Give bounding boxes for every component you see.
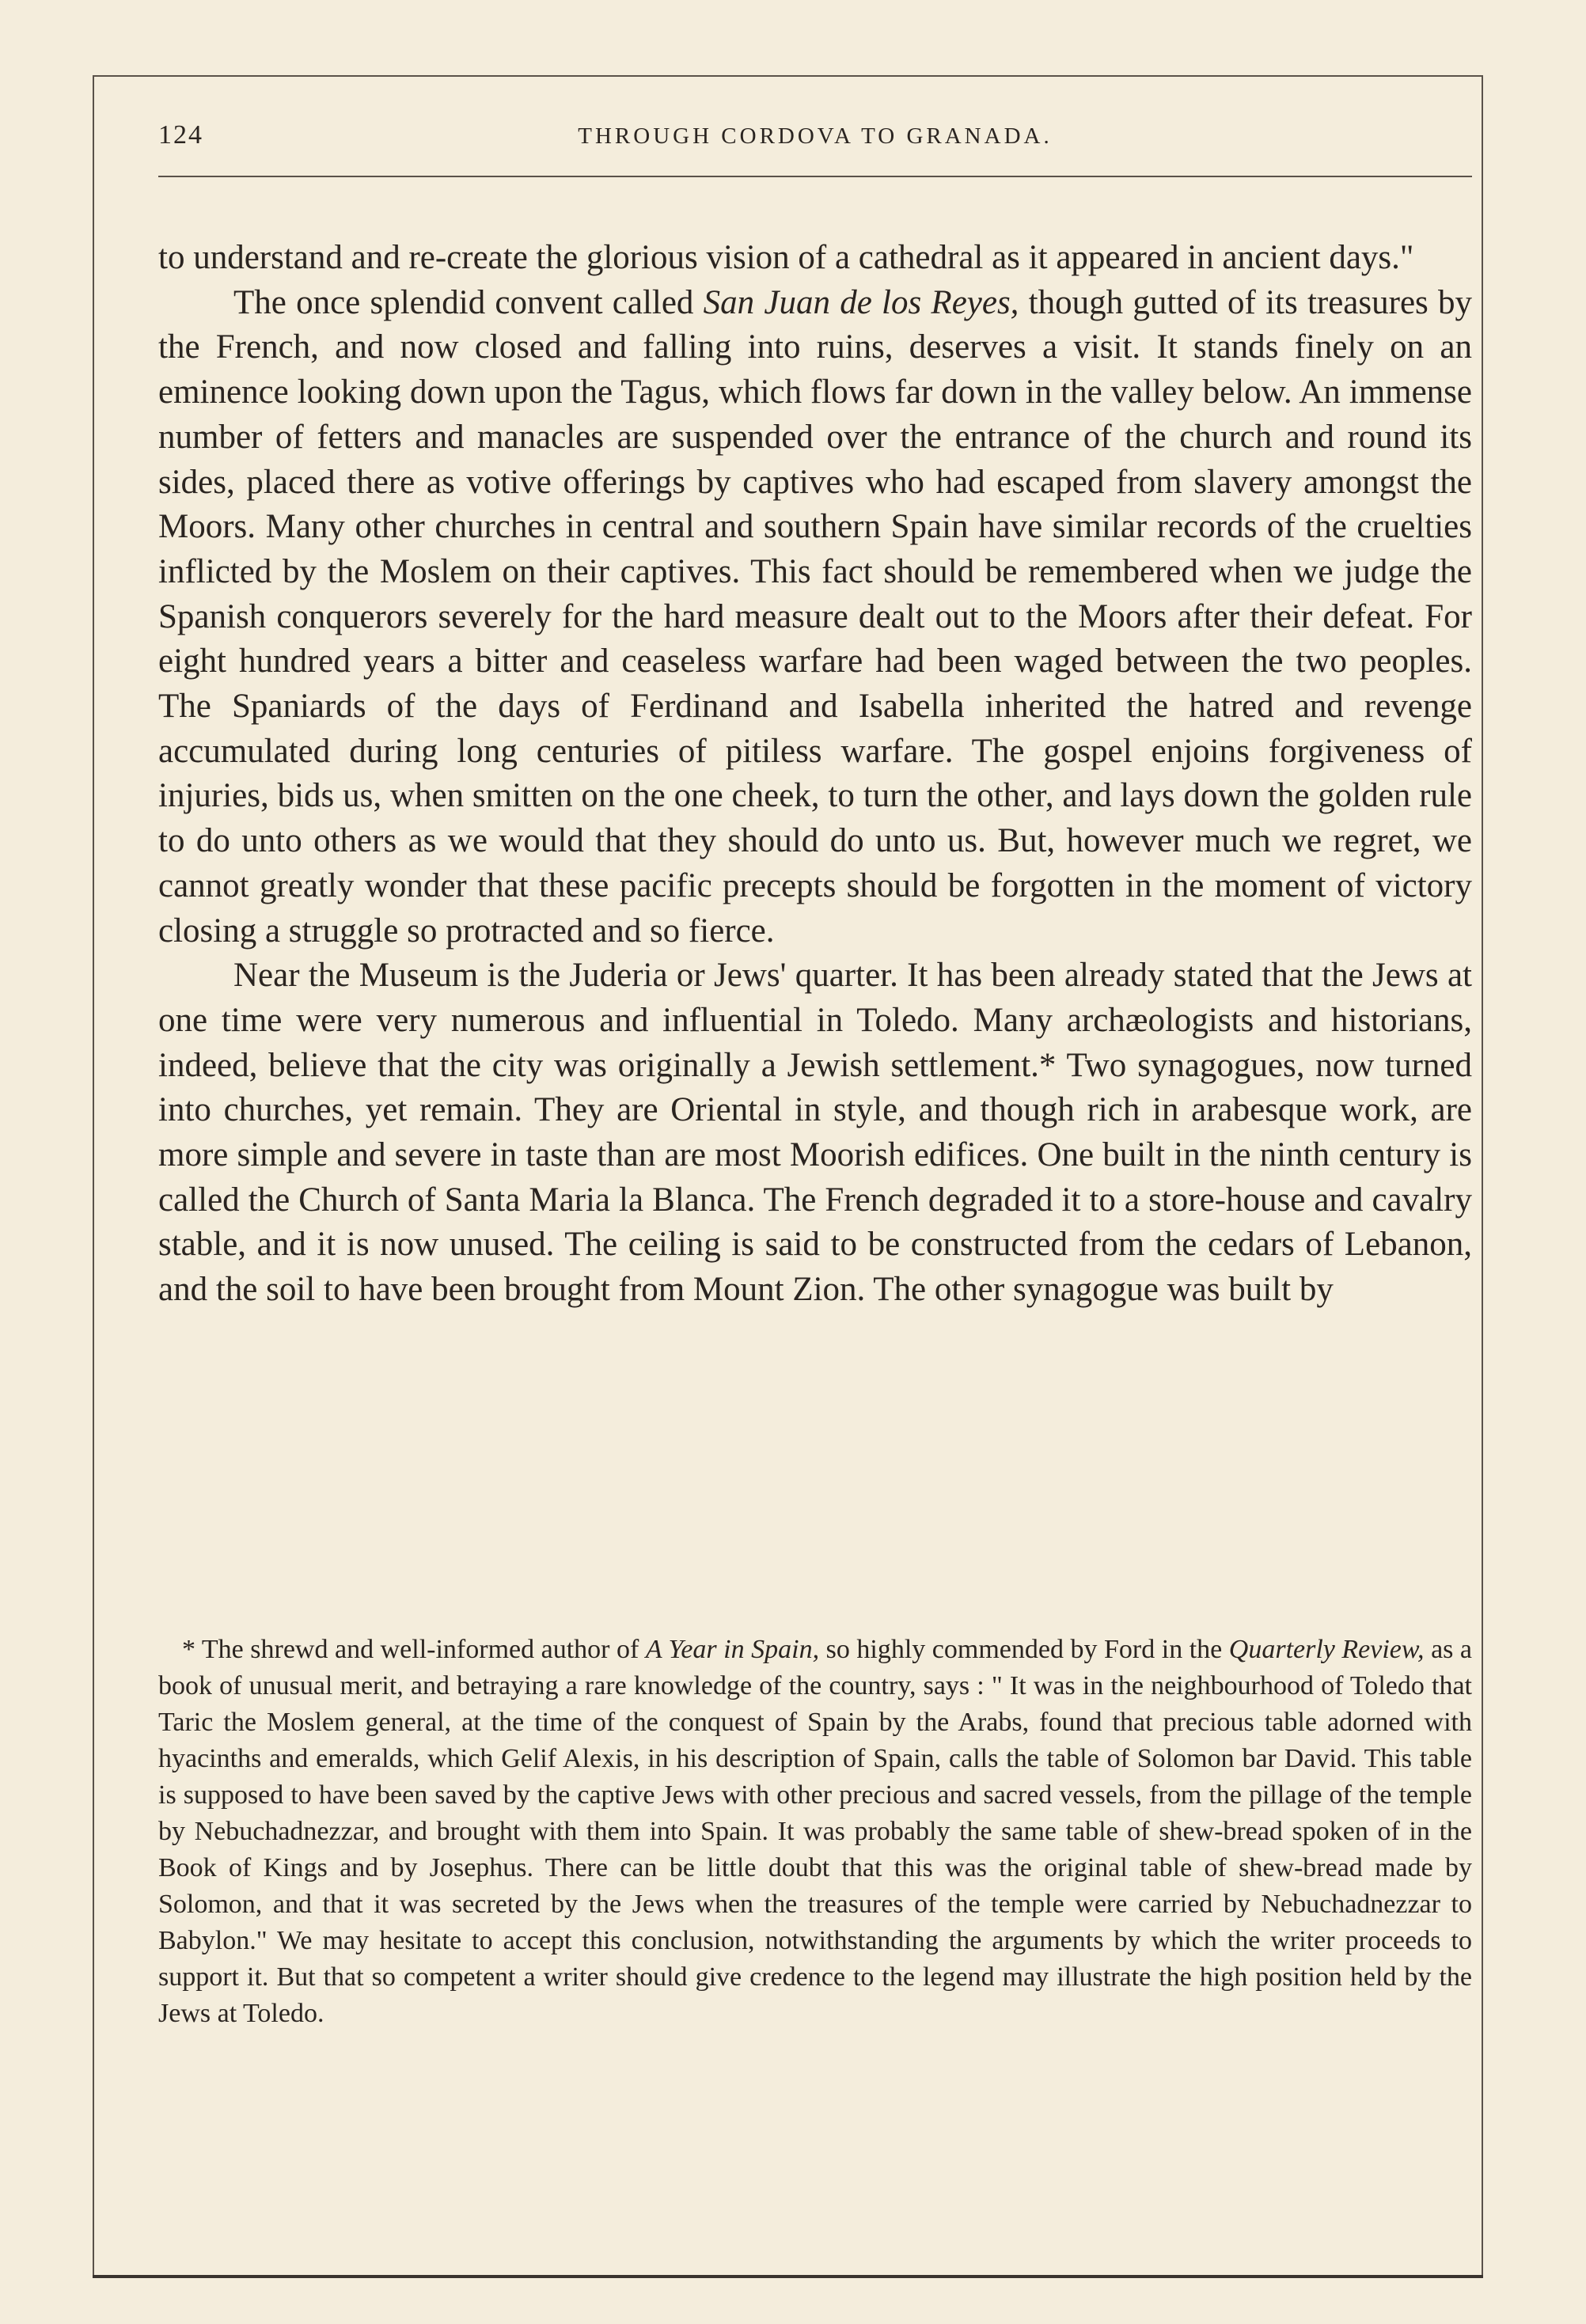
page-header xyxy=(158,120,1472,160)
footnote-review-title-italic: Quarterly Review, xyxy=(1228,1635,1425,1664)
footnote xyxy=(158,1632,1472,2032)
convent-name-italic: San Juan de los Reyes, xyxy=(703,283,1019,321)
bottom-rule xyxy=(93,2275,1483,2278)
footnote-text xyxy=(158,1632,1472,2032)
footnote-part-1: * The shrewd and well-informed author of xyxy=(182,1635,646,1664)
paragraph-2 xyxy=(158,281,1472,954)
header-rule xyxy=(158,176,1472,177)
paragraph-2-text-b: though gutted of its treasures by the French, and now closed and falling into ruins, deserves a visit. It stands finely on an eminence looking down upon the Tagus, which flows far down in the valley below. An immense number of fetters and manacles are suspended over the entrance of the church and round its sides, placed there as votive offerings by captives who had escaped from slavery amongst the Moors. Many other churches in central and southern Spain have similar records of the cruelties inflicted by the Moslem on their captives. This fact should be remembered when we judge the Spanish conquerors severely for the hard measure dealt out to the Moors after their defeat. For eight hundred years a bitter and ceaseless warfare had been waged between the two peoples. The Spaniards of the days of Ferdinand and Isabella inherited the hatred and revenge accumulated during long centuries of pitiless warfare. The gospel enjoins forgiveness of injuries, bids us, when smitten on the one cheek, to turn the other, and lays down the golden rule to do unto others as we would that they should do unto us. But, however much we regret, we cannot greatly wonder that these pacific precepts should be forgotten in the moment of victory closing a struggle so protracted and so fierce. xyxy=(158,283,1472,950)
paragraph-1: to understand and re-create the glorious vision of a cathedral as it appeared in ancient days." xyxy=(158,239,1414,276)
footnote-part-3: as a book of unusual merit, and betraying a rare knowledge of the country, says : " It was in the neighbourhood of Toledo that Taric the Moslem general, at the time of the conquest of Spain by the Arabs, found that precious table adorned with hyacinths and emeralds, which Gelif Alexis, in his description of Spain, calls the table of Solomon bar David. This table is supposed to have been saved by the captive Jews with other precious and sacred vessels, from the pillage of the temple by Nebuchadnezzar, and brought with them into Spain. It was probably the same table of shew-bread spoken of in the Book of Kings and by Josephus. There can be little doubt that this was the original table of shew-bread made by Solomon, and that it was secreted by the Jews when the treasures of the temple were carried by Nebuchadnezzar to Babylon." We may hesitate to accept this conclusion, notwithstanding the arguments by which the writer proceeds to support it. But that so competent a writer should give credence to the legend may illustrate the high position held by the Jews at Toledo. xyxy=(158,1635,1473,2028)
footnote-part-2: so highly commended by Ford in the xyxy=(819,1635,1229,1664)
footnote-book-title-italic: A Year in Spain, xyxy=(645,1635,820,1664)
page-number: 124 xyxy=(158,120,203,150)
body-text xyxy=(158,236,1472,1313)
running-title: THROUGH CORDOVA TO GRANADA. xyxy=(578,123,1053,149)
paragraph-3: Near the Museum is the Juderia or Jews' quarter. It has been already stated that the Jews at one time were very numerous and influential in Toledo. Many archæologists and historians, indeed, believe that the city was originally a Jewish settlement.* Two synagogues, now turned into churches, yet remain. They are Oriental in style, and though rich in arabesque work, are more simple and severe in taste than are most Moorish edifices. One built in the ninth century is called the Church of Santa Maria la Blanca. The French degraded it to a store-house and cavalry stable, and it is now unused. The ceiling is said to be constructed from the cedars of Lebanon, and the soil to have been brought from Mount Zion. The other synagogue was built by xyxy=(158,957,1472,1309)
paragraph-2-text-a: The once splendid convent called xyxy=(233,283,704,321)
